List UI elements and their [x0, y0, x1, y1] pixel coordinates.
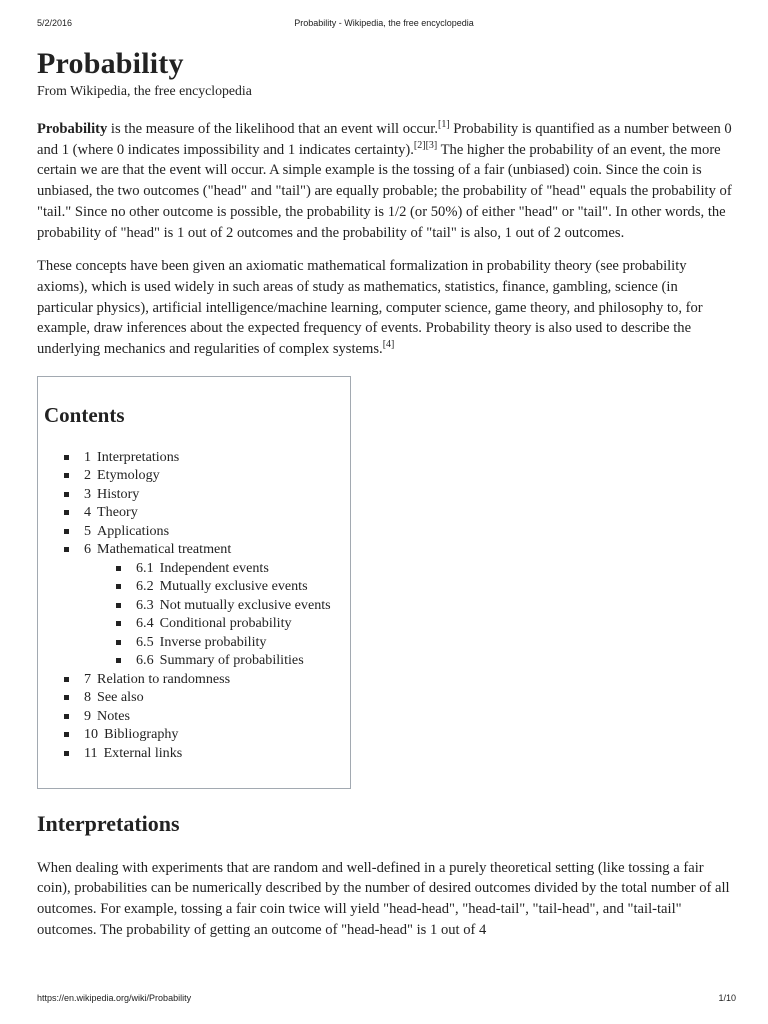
concepts-text: These concepts have been given an axiomatic mathematical formalization in probability theory (see probability axioms), which is used widely in such areas of study as mathematics, statistics, finance, gambling, science (in particular physics), artificial intelligence/machine learning, computer science, game theory, and philosophy to, for example, draw inferences about the expected frequency of events. Probability theory is also used to describe the underlying mechanics and regularities of complex systems.: [37, 258, 703, 358]
toc-subitem[interactable]: 6.5 Inverse probability: [44, 633, 350, 652]
tagline: From Wikipedia, the free encyclopedia: [37, 83, 252, 98]
toc-item[interactable]: 1 Interpretations: [44, 448, 350, 467]
toc-subitem[interactable]: 6.1 Independent events: [44, 559, 350, 578]
reference-link[interactable]: [2]: [413, 139, 426, 151]
toc-list: [44, 670, 350, 763]
toc-list: [44, 448, 350, 559]
article-content: [37, 46, 732, 941]
toc-item[interactable]: 6 Mathematical treatment: [44, 540, 350, 559]
page-url-link[interactable]: https://en.wikipedia.org/wiki/Probability: [37, 993, 192, 1003]
intro-text-3: The higher the probability of an event, the more certain we are that the event will occur. A simple example is the tossing of a fair (unbiased) coin. Since the coin is unbiased, the two outcomes ("head" and "tail") are equally probable; the probability of "head" equals the probability of "tail." Since no other outcome is possible, the probability is 1/2 (or 50%) of either "head" or "tail". In other words, the probability of "head" is 1 out of 2 outcomes and the probability of "tail" is also, 1 out of 2 outcomes.: [37, 141, 732, 241]
interpretations-paragraph: When dealing with experiments that are random and well-defined in a purely theoretical setting (like tossing a fair coin), probabilities can be numerically described by the number of desired outcomes divided by the total number of all outcomes. For example, tossing a fair coin twice will yield "head-head", "head-tail", "tail-head", and "tail-tail" outcomes. The probability of getting an outcome of "head-head" is 1 out of 4: [37, 859, 730, 938]
concepts-paragraph: [37, 256, 732, 360]
toc-subitem[interactable]: 6.4 Conditional probability: [44, 614, 350, 633]
toc-title: Contents: [44, 402, 125, 427]
page-title: Probability: [37, 47, 184, 80]
toc-item[interactable]: 9 Notes: [44, 707, 350, 726]
toc-item[interactable]: 11 External links: [44, 744, 350, 763]
toc-item[interactable]: 4 Theory: [44, 503, 350, 522]
toc-item[interactable]: 3 History: [44, 485, 350, 504]
bold-term: Probability: [37, 121, 108, 137]
toc-item[interactable]: 2 Etymology: [44, 466, 350, 485]
reference-link[interactable]: [4]: [382, 339, 395, 351]
toc-item[interactable]: 10 Bibliography: [44, 725, 350, 744]
reference-link[interactable]: [3]: [425, 139, 438, 151]
intro-paragraph: [37, 119, 732, 243]
print-date: 5/2/2016: [37, 18, 73, 28]
toc-subitem[interactable]: 6.2 Mutually exclusive events: [44, 577, 350, 596]
toc-sublist: [44, 559, 350, 670]
print-header: [0, 18, 768, 32]
intro-text-2: Probability is quantified as a number between 0 and 1 (where 0 indicates impossibility and 1 indicates certainty).: [37, 121, 732, 158]
toc-item[interactable]: 8 See also: [44, 688, 350, 707]
print-footer: [0, 993, 768, 1007]
page-number: 1/10: [718, 993, 736, 1003]
toc-item[interactable]: 7 Relation to randomness: [44, 670, 350, 689]
table-of-contents: [37, 376, 351, 789]
print-page-title: Probability - Wikipedia, the free encyclopedia: [294, 18, 474, 28]
toc-subitem[interactable]: 6.3 Not mutually exclusive events: [44, 596, 350, 615]
section-heading: Interpretations: [37, 810, 180, 836]
toc-subitem[interactable]: 6.6 Summary of probabilities: [44, 651, 350, 670]
toc-item[interactable]: 5 Applications: [44, 522, 350, 541]
reference-link[interactable]: [1]: [437, 119, 450, 130]
intro-text-1: is the measure of the likelihood that an event will occur.: [107, 121, 438, 137]
